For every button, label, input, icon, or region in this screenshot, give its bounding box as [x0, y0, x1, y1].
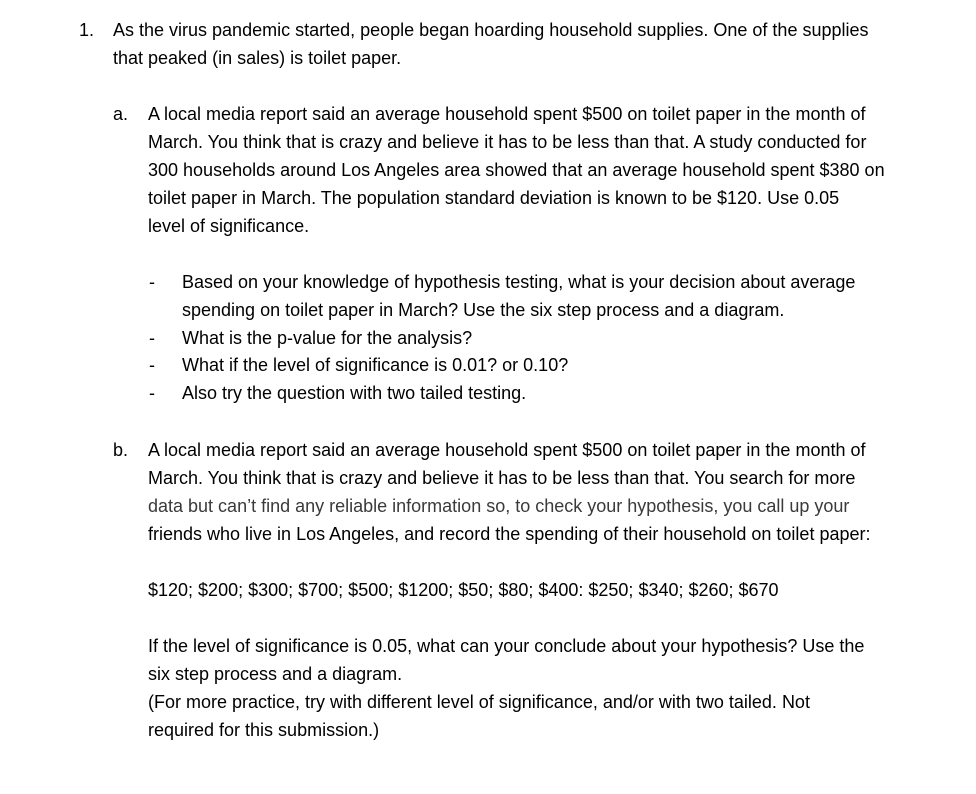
bullet-line: Also try the question with two tailed testing. — [182, 383, 527, 403]
part-b-marker: b. — [113, 440, 129, 460]
part-a-line: A local media report said an average household spent $500 on toilet paper in the month of — [148, 104, 866, 124]
part-b-line: March. You think that is crazy and believe it has to be less than that. You search for more — [148, 468, 856, 488]
question-intro-line: that peaked (in sales) is toilet paper. — [113, 48, 402, 68]
part-b-line: friends who live in Los Angeles, and record the spending of their household on toilet paper: — [148, 524, 871, 544]
bullet-line: What if the level of significance is 0.01? or 0.10? — [182, 355, 569, 375]
part-b-note-line: (For more practice, try with different level of significance, and/or with two tailed. Not — [148, 692, 810, 712]
part-a-line: level of significance. — [148, 216, 310, 236]
data-values-line: $120; $200; $300; $700; $500; $1200; $50; $80; $400: $250; $340; $260; $670 — [148, 580, 779, 600]
part-a-line: March. You think that is crazy and believe it has to be less than that. A study conducted for — [148, 132, 867, 152]
bullet-line: What is the p-value for the analysis? — [182, 328, 473, 348]
part-a-marker: a. — [113, 104, 129, 124]
part-b-line: data but can’t find any reliable information so, to check your hypothesis, you call up your — [148, 496, 850, 516]
part-a-line: toilet paper in March. The population standard deviation is known to be $120. Use 0.05 — [148, 188, 840, 208]
bullet-dash: - — [149, 272, 155, 292]
bullet-dash: - — [149, 328, 155, 348]
bullet-dash: - — [149, 355, 155, 375]
question-number: 1. — [79, 20, 95, 40]
question-intro-line: As the virus pandemic started, people began hoarding household supplies. One of the supplies — [113, 20, 869, 40]
part-b-question-line: six step process and a diagram. — [148, 664, 403, 684]
part-a-line: 300 households around Los Angeles area showed that an average household spent $380 on — [148, 160, 885, 180]
part-b-note-line: required for this submission.) — [148, 720, 380, 740]
bullet-line: Based on your knowledge of hypothesis testing, what is your decision about average — [182, 272, 856, 292]
part-b-line: A local media report said an average household spent $500 on toilet paper in the month of — [148, 440, 866, 460]
part-b-question-line: If the level of significance is 0.05, what can your conclude about your hypothesis? Use the — [148, 636, 865, 656]
bullet-line: spending on toilet paper in March? Use the six step process and a diagram. — [182, 300, 785, 320]
bullet-dash: - — [149, 383, 155, 403]
